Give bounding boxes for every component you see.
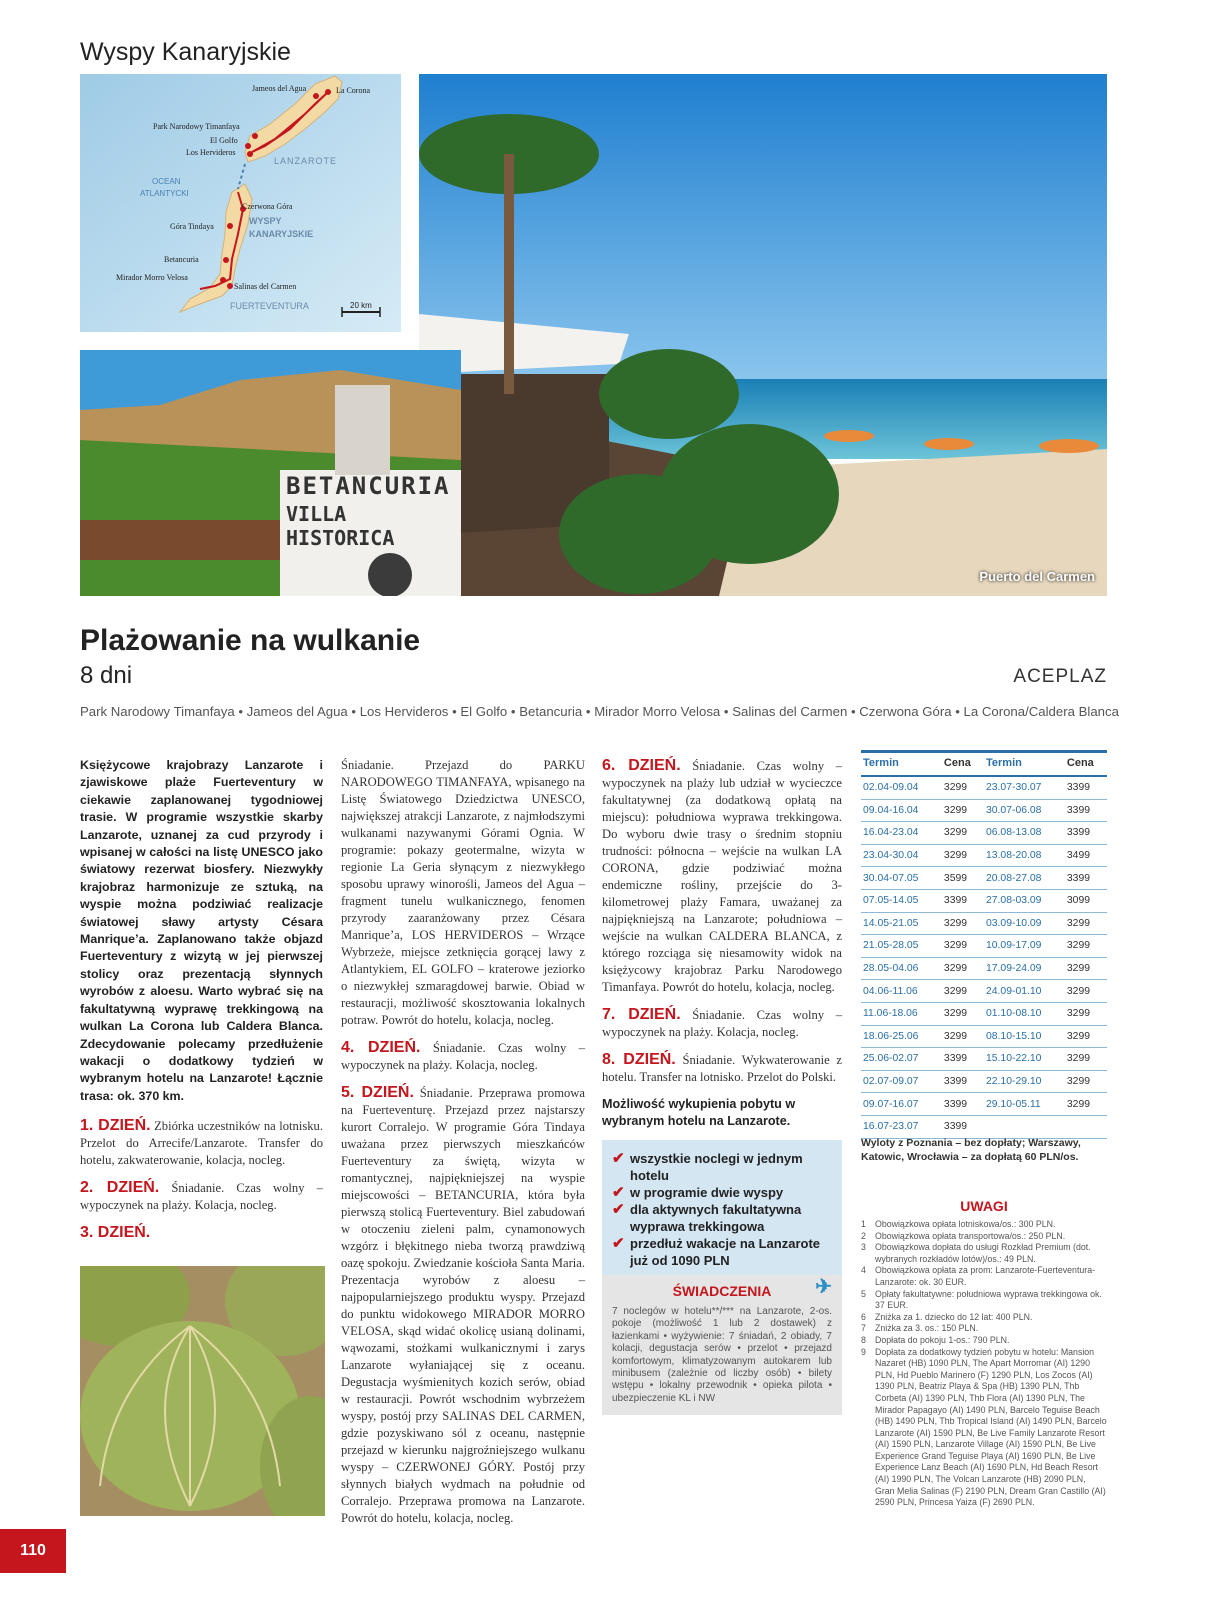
table-row (861, 1002, 1107, 1025)
map-label: Góra Tindaya (170, 222, 214, 231)
table-row (861, 844, 1107, 867)
day-entry (602, 1051, 842, 1086)
day-entry (80, 1117, 323, 1169)
airplane-icon: ✈ (815, 1276, 832, 1298)
services-text: 7 noclegów w hotelu**/*** na Lanzarote, 2-os. pokoje (możliwość 1 lub 2 dostawek) z łazienkami • wyżywienie: 7 śniadań, 2 obiady, 7 kolacji, degustacja serów • przelot • przejazd komfortowym, klimatyzowanym autokarem lub minibusem (zależnie od liczby osób) • bilety wstępu • lokalny przewodnik • opieka pilota • ubezpieczenie KL i NW (612, 1306, 832, 1404)
note-text: Zniżka za 1. dziecko do 12 lat: 400 PLN. (875, 1311, 1033, 1322)
table-row (861, 1025, 1107, 1048)
table-row (861, 935, 1107, 958)
map-label: FUERTEVENTURA (230, 301, 309, 311)
photo-caption: Puerto del Carmen (979, 569, 1095, 584)
price-cell: 3299 (1065, 1070, 1107, 1093)
term-cell: 27.08-03.09 (984, 889, 1065, 912)
price-cell: 3099 (1065, 889, 1107, 912)
day-text: Śniadanie. Przejazd do PARKU NARODOWEGO TIMANFAYA, wpisanego na Listę Światowego Dziedzictwa UNESCO, największej atrakcji Lanzarote, z najmłodszymi wulkanami nazywanymi Górami Ognia. W programie: pokazy geotermalne, wizyta w regionie La Geria słynącym z niezwykłego sposobu uprawy winorośli, Jameos del Agua – fragment tunelu wulkanicznego, fenomen przyrody zaaranżowany przez Césara Manrique’a, LOS HERVIDEROS – Wrzące Wybrzeże, miejsce zetknięcia gorącej lawy z Atlantykiem, EL GOLFO – kraterowe jeziorko o niezwykłej szmaragdowej barwie. Obiad w restauracji, możliwość skosztowania lokalnych potraw. Powrót do hotelu, kolacja, nocleg. (341, 758, 585, 1027)
note-item (861, 1289, 1107, 1312)
day-text: Śniadanie. Czas wolny – wypoczynek na plaży. Kolacja, nocleg. (602, 1008, 842, 1039)
checkmark-icon: ✔ (612, 1201, 625, 1218)
table-row (861, 1115, 1107, 1138)
term-cell: 15.10-22.10 (984, 1048, 1065, 1071)
term-cell: 29.10-05.11 (984, 1093, 1065, 1116)
term-cell: 16.07-23.07 (861, 1115, 942, 1138)
price-cell (1065, 1115, 1107, 1138)
note-item (861, 1323, 1107, 1335)
term-cell: 30.04-07.05 (861, 867, 942, 890)
route-list: Park Narodowy Timanfaya • Jameos del Agua • Los Hervideros • El Golfo • Betancuria • Mirador Morro Velosa • Salinas del Carmen • Czerwona Góra • La Corona/Caldera Blanca (80, 704, 1119, 719)
sign-text: BETANCURIA (286, 472, 451, 500)
price-cell: 3299 (1065, 1002, 1107, 1025)
note-item (861, 1231, 1107, 1243)
day-label: 7. DZIEŃ. (602, 1006, 681, 1023)
note-text: Obowiązkowa opłata lotniskowa/os.: 300 PLN. (875, 1219, 1056, 1229)
price-cell: 3299 (1065, 935, 1107, 958)
map-label: Los Hervideros (186, 148, 236, 157)
note-item (861, 1347, 1107, 1509)
term-cell: 23.07-30.07 (984, 776, 1065, 799)
price-cell: 3399 (942, 889, 984, 912)
price-cell: 3599 (942, 867, 984, 890)
checkmark-icon: ✔ (612, 1184, 625, 1201)
note-item (861, 1219, 1107, 1231)
day-entry (602, 1006, 842, 1041)
benefit-item: ✔ przedłuż wakacje na Lanzarote już od 1090 PLN (612, 1235, 821, 1268)
term-cell: 16.04-23.04 (861, 822, 942, 845)
table-row (861, 889, 1107, 912)
term-cell: 24.09-01.10 (984, 980, 1065, 1003)
price-cell: 3299 (942, 822, 984, 845)
term-cell: 30.07-06.08 (984, 799, 1065, 822)
term-cell: 02.04-09.04 (861, 776, 942, 799)
cactus-photo (80, 1266, 325, 1516)
term-cell: 08.10-15.10 (984, 1025, 1065, 1048)
term-cell (984, 1115, 1065, 1138)
term-cell: 11.06-18.06 (861, 1002, 942, 1025)
text-column-3 (602, 757, 842, 1415)
price-cell: 3299 (1065, 957, 1107, 980)
map-label: Mirador Morro Velosa (116, 273, 188, 282)
note-number: 7 (861, 1323, 866, 1334)
trip-duration: 8 dni (80, 662, 133, 689)
map-label: KANARYJSKIE (249, 229, 314, 239)
table-header: Cena (942, 752, 984, 777)
table-header: Termin (861, 752, 942, 777)
note-item (861, 1312, 1107, 1324)
term-cell: 28.05-04.06 (861, 957, 942, 980)
term-cell: 02.07-09.07 (861, 1070, 942, 1093)
day-text: Śniadanie. Przeprawa promowa na Fuerteventurę. Przejazd przez najstarszy kurort Corralejo. W programie Góra Tindaya uważana przez pierwszych mieszkańców Fuerteventury za świętą, wizyta w romantycznej, najpiękniejszej na wyspie miejscowości – BETANCURIA, która była pierwszą stolicą Fuerteventury. Biel zabudowań w otoczeniu zieleni palm, cynamonowych wzgórz i błękitnego nieba tworzą prawdziwą oazę spokoju. Zwiedzanie kościoła Santa Maria. Prezentacja wyrobów z aloesu – najpopularniejszego produktu wyspy. Przejazd do punktu widokowego MIRADOR MORRO VELOSA, skąd widać okolicę usianą dolinami, wąwozami, stożkami wulkanicznymi i zarys Lanzarote wyłaniającej się z oceanu. Degustacja wyśmienitych kozich serów, obiad w restauracji. Powrót wschodnim wybrzeżem wyspy, postój przy SALINAS DEL CARMEN, gdzie pozyskiwano sól z oceanu, następnie przejazd w kierunku najgroźniejszego wulkanu wyspy – CZERWONEJ GÓRY. Postój przy słynnych białych wydmach na południe od Corralejo. Przeprawa promowa na Lanzarote. Powrót do hotelu, kolacja, nocleg. (341, 1086, 585, 1525)
table-header: Cena (1065, 752, 1107, 777)
table-row (861, 867, 1107, 890)
note-text: Obowiązkowa opłata transportowa/os.: 250 PLN. (875, 1230, 1066, 1241)
price-cell: 3299 (942, 1002, 984, 1025)
term-cell: 09.07-16.07 (861, 1093, 942, 1116)
table-row (861, 799, 1107, 822)
services-box (602, 1275, 842, 1415)
term-cell: 07.05-14.05 (861, 889, 942, 912)
day-label: 4. DZIEŃ. (341, 1039, 421, 1056)
table-row (861, 776, 1107, 799)
map-label: Park Narodowy Timanfaya (153, 122, 240, 131)
price-cell: 3299 (942, 935, 984, 958)
map-label: Jameos del Agua (252, 84, 307, 93)
benefit-item: ✔ dla aktywnych fakultatywna wyprawa trekkingowa (612, 1201, 802, 1234)
map-label: ATLANTYCKI (140, 189, 189, 198)
day-text: Zbiórka uczestników na lotnisku. Przelot do Arrecife/Lanzarote. Transfer do hotelu, zakwaterowanie, kolacja, nocleg. (80, 1119, 323, 1168)
day-entry (341, 1084, 585, 1527)
note-text: Obowiązkowa opłata za prom: Lanzarote-Fuerteventura-Lanzarote: ok. 30 EUR. (875, 1265, 1096, 1287)
price-cell: 3299 (1065, 912, 1107, 935)
price-cell: 3299 (942, 776, 984, 799)
betancuria-photo (80, 350, 461, 596)
note-item (861, 1265, 1107, 1288)
map-label: La Corona (336, 86, 370, 95)
map-label: Salinas del Carmen (234, 282, 297, 291)
table-row (861, 957, 1107, 980)
term-cell: 22.10-29.10 (984, 1070, 1065, 1093)
day-text: Śniadanie. Czas wolny – wypoczynek na plaży lub udział w wycieczce fakultatywnej (za dodatkową opłatą na miejscu): południowa wyprawa trekkingowa. Do wyboru dwie trasy o średnim stopniu trudności: północna – wejście na wulkan LA CORONA, gdzie podziwiać można endemiczne rośliny, przejście do 3-kilometrowej plaży Famara, uważanej za najpiękniejszą na Lanzarote; południowa – wejście na wulkan CALDERA BLANCA, z którego rozciąga się niesamowity widok na księżycowy krajobraz Parku Narodowego Timanfaya. Powrót do hotelu, kolacja, nocleg. (602, 759, 842, 994)
note-number: 8 (861, 1334, 866, 1345)
notes-title: UWAGI (960, 1198, 1008, 1214)
route-map (80, 74, 401, 332)
note-text: Obowiązkowa dopłata do usługi Rozkład Premium (dot. wybranych rozkładów lotów)/os.: 49 PLN. (875, 1242, 1091, 1264)
day-text: Śniadanie. Wykwaterowanie z hotelu. Transfer na lotnisko. Przelot do Polski. (602, 1053, 843, 1084)
map-label: WYSPY (249, 216, 282, 226)
note-text: Dopłata za dodatkowy tydzień pobytu w hotelu: Mansion Nazaret (HB) 1090 PLN, The Apart Morromar (AI) 1290 PLN, Hd Pueblo Marinero (F) 1290 PLN, Los Zocos (AI) 1390 PLN, Beatriz Playa & Spa (HB) 1390 PLN, Thb Corbeta (AI) 1390 PLN, Thb Flora (AI) 1390 PLN, The Mirador Papagayo (AI) 1490 PLN, Barcelo Teguise Beach (HB) 1490 PLN, Thb Tropical Island (AI) 1490 PLN, Barcelo Lanzarote (AI) 1590 PLN, Be Live Family Lanzarote Resort (AI) 1590 PLN, Lanzarote Village (AI) 1590 PLN, Be Live Experience Grand Teguise Playa (AI) 1690 PLN, Be Live Experience Lanz Beach (AI) 1690 PLN, Hd Beach Resort (AI) 1990 PLN, The Volcan Lanzarote (HB) 2090 PLN, Gran Melia Salinas (F) 2190 PLN, Dream Gran Castillo (AI) 2590 PLN, Princesa Yaiza (F) 2690 PLN. (875, 1346, 1107, 1508)
benefit-item: ✔ w programie dwie wyspy (612, 1184, 784, 1201)
term-cell: 17.09-24.09 (984, 957, 1065, 980)
term-cell: 25.06-02.07 (861, 1048, 942, 1071)
map-label: El Golfo (210, 136, 238, 145)
map-label: OCEAN (152, 177, 181, 186)
day-label: 8. DZIEŃ. (602, 1051, 676, 1068)
map-label: Betancuria (164, 255, 199, 264)
day-label: 1. DZIEŃ. (80, 1117, 151, 1135)
note-number: 6 (861, 1311, 866, 1322)
intro-text: Księżycowe krajobrazy Lanzarote i zjawiskowe plaże Fuerteventury w ciekawie zaplanowanej tygodniowej trasie. W programie wszystkie skarby Lanzarote, uznanej za cud przyrody i wpisanej w całości na listę UNESCO jako światowy rezerwat biosfery. Niezwykły krajobraz harmonizuje ze sztuką, na wyspie można podziwiać realizacje światowej sławy artysty Césara Manrique’a. Zaplanowano także objazd Fuerteventury z wizytą w jej pierwszej stolicy oraz prezentacją słynnych wyrobów z aloesu. Warto wybrać się na fakultatywną wyprawę trekkingową na wulkan La Corona lub Caldera Blanca. Zdecydowanie polecamy przedłużenie wakacji o dodatkowy tydzień w wybranym hotelu na Lanzarote! Łącznie trasa: ok. 370 km. (80, 758, 323, 1103)
price-cell: 3299 (1065, 980, 1107, 1003)
price-cell: 3299 (1065, 1025, 1107, 1048)
note-item (861, 1335, 1107, 1347)
day-entry (341, 1039, 585, 1074)
offer-heading: Możliwość wykupienia pobytu w wybranym hotelu na Lanzarote. (602, 1097, 796, 1128)
price-cell: 3399 (942, 1093, 984, 1116)
price-table (861, 750, 1107, 1139)
price-cell: 3399 (1065, 822, 1107, 845)
note-text: Dopłata do pokoju 1-os.: 790 PLN. (875, 1334, 1010, 1345)
day-entry (80, 1224, 323, 1242)
page-number: 110 (0, 1529, 66, 1573)
price-cell: 3299 (942, 799, 984, 822)
term-cell: 06.08-13.08 (984, 822, 1065, 845)
departure-note: Wyloty z Poznania – bez dopłaty; Warszawy, Katowic, Wrocławia – za dopłatą 60 PLN/os. (861, 1137, 1081, 1163)
beach-photo (419, 74, 1107, 596)
map-scale: 20 km (350, 301, 372, 310)
price-cell: 3399 (942, 1070, 984, 1093)
price-cell: 3299 (1065, 1048, 1107, 1071)
text-column-1 (80, 757, 323, 1252)
services-title: ŚWIADCZENIA ✈ (672, 1276, 832, 1299)
map-label: LANZAROTE (274, 156, 338, 166)
day-label: 5. DZIEŃ. (341, 1084, 414, 1101)
day-label: 6. DZIEŃ. (602, 757, 681, 774)
checkmark-icon: ✔ (612, 1235, 625, 1252)
note-number: 4 (861, 1265, 866, 1276)
price-cell: 3399 (942, 1048, 984, 1071)
note-item (861, 1242, 1107, 1265)
table-row (861, 1093, 1107, 1116)
note-number: 1 (861, 1219, 866, 1229)
note-number: 2 (861, 1230, 866, 1241)
term-cell: 01.10-08.10 (984, 1002, 1065, 1025)
table-row (861, 1048, 1107, 1071)
day-label: 3. DZIEŃ. (80, 1224, 151, 1242)
table-row (861, 912, 1107, 935)
day-text: Śniadanie. Czas wolny – wypoczynek na plaży. Kolacja, nocleg. (341, 1041, 585, 1072)
map-label: Czerwona Góra (242, 202, 293, 211)
note-text: Zniżka za 3. os.: 150 PLN. (875, 1323, 979, 1334)
table-row (861, 822, 1107, 845)
price-cell: 3399 (1065, 867, 1107, 890)
price-cell: 3299 (942, 980, 984, 1003)
price-cell: 3299 (942, 1025, 984, 1048)
note-text: Opłaty fakultatywne: południowa wyprawa trekkingowa ok. 37 EUR. (875, 1288, 1102, 1311)
price-cell: 3399 (1065, 799, 1107, 822)
checkmark-icon: ✔ (612, 1150, 625, 1167)
notes-list (861, 1219, 1107, 1509)
term-cell: 18.06-25.06 (861, 1025, 942, 1048)
table-header: Termin (984, 752, 1065, 777)
day-entry (602, 757, 842, 996)
price-cell: 3399 (942, 1115, 984, 1138)
term-cell: 10.09-17.09 (984, 935, 1065, 958)
price-cell: 3399 (1065, 776, 1107, 799)
benefit-item: ✔ wszystkie noclegi w jednym hotelu (612, 1150, 803, 1183)
note-number: 3 (861, 1242, 866, 1253)
note-number: 9 (861, 1346, 866, 1357)
term-cell: 03.09-10.09 (984, 912, 1065, 935)
benefits-box (602, 1140, 842, 1275)
day-text: Śniadanie. Czas wolny – wypoczynek na plaży. Kolacja, nocleg. (80, 1181, 323, 1213)
price-cell: 3299 (1065, 1093, 1107, 1116)
trip-title: Plażowanie na wulkanie (80, 624, 421, 657)
price-cell: 3299 (942, 912, 984, 935)
term-cell: 04.06-11.06 (861, 980, 942, 1003)
term-cell: 09.04-16.04 (861, 799, 942, 822)
section-title: Wyspy Kanaryjskie (80, 38, 291, 66)
term-cell: 13.08-20.08 (984, 844, 1065, 867)
term-cell: 21.05-28.05 (861, 935, 942, 958)
term-cell: 23.04-30.04 (861, 844, 942, 867)
price-cell: 3299 (942, 844, 984, 867)
table-row (861, 1070, 1107, 1093)
trip-code: ACEPLAZ (1013, 666, 1107, 687)
term-cell: 14.05-21.05 (861, 912, 942, 935)
price-cell: 3299 (942, 957, 984, 980)
day-label: 2. DZIEŃ. (80, 1179, 160, 1197)
price-cell: 3499 (1065, 844, 1107, 867)
text-column-2 (341, 757, 585, 1537)
note-number: 5 (861, 1288, 866, 1299)
day-entry (80, 1179, 323, 1214)
sign-text: VILLA HISTORICA (286, 502, 395, 550)
table-row (861, 980, 1107, 1003)
term-cell: 20.08-27.08 (984, 867, 1065, 890)
